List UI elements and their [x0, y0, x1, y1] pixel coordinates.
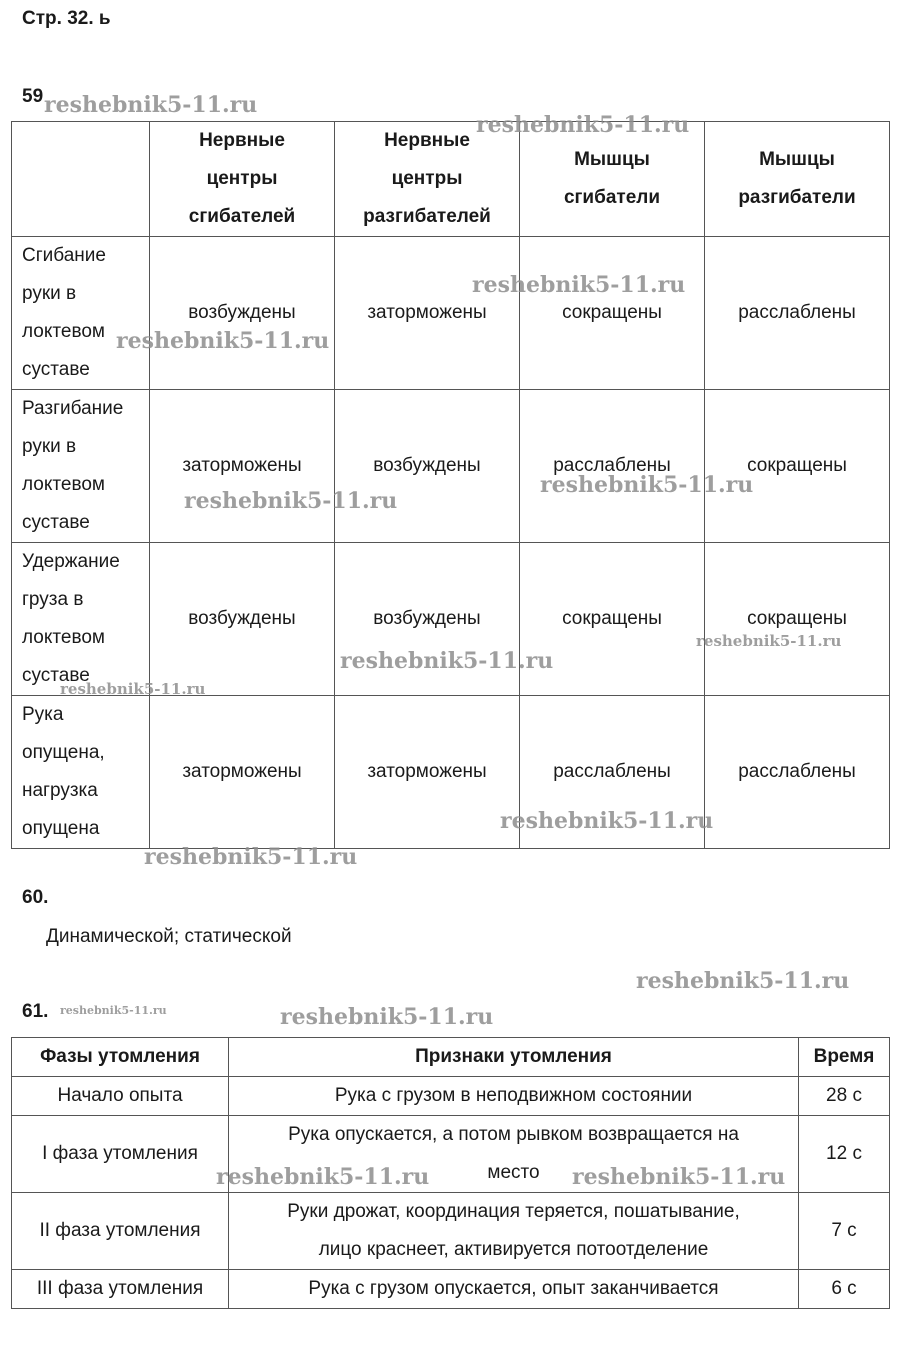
table-row	[12, 390, 890, 543]
table-cell: возбуждены	[335, 390, 520, 543]
table-cell: заторможены	[150, 696, 335, 849]
watermark: reshebnik5-11.ru	[60, 1004, 167, 1017]
watermark: reshebnik5-11.ru	[280, 1004, 494, 1030]
phase-cell: III фаза утомления	[12, 1270, 229, 1309]
task-61-number: 61.	[22, 1001, 49, 1022]
header-nerve-flexors: Нервные центры сгибателей	[150, 122, 335, 237]
phase-cell: II фаза утомления	[12, 1193, 229, 1270]
watermark: reshebnik5-11.ru	[216, 1164, 430, 1190]
watermark: reshebnik5-11.ru	[500, 808, 714, 834]
phase-cell: I фаза утомления	[12, 1116, 229, 1193]
watermark: reshebnik5-11.ru	[184, 488, 398, 514]
table-59	[11, 121, 890, 849]
signs-cell: Рука с грузом в неподвижном состоянии	[229, 1077, 799, 1116]
table-cell: сокращены	[520, 237, 705, 390]
table-cell: расслаблены	[705, 237, 890, 390]
header-muscle-extensors: Мышцы разгибатели	[705, 122, 890, 237]
row-label: Удержание груза в локтевом суставе	[12, 543, 150, 696]
time-cell: 7 с	[799, 1193, 890, 1270]
watermark: reshebnik5-11.ru	[44, 92, 258, 118]
table-row	[12, 1270, 890, 1309]
header-phase: Фазы утомления	[12, 1038, 229, 1077]
watermark: reshebnik5-11.ru	[340, 648, 554, 674]
time-cell: 12 с	[799, 1116, 890, 1193]
table-row	[12, 237, 890, 390]
task-60-answer: Динамической; статической	[46, 926, 292, 947]
header-nerve-extensors: Нервные центры разгибателей	[335, 122, 520, 237]
signs-cell: Руки дрожат, координация теряется, пошатывание, лицо краснеет, активируется потоотделение	[229, 1193, 799, 1270]
header-empty-cell	[12, 122, 150, 237]
watermark: reshebnik5-11.ru	[476, 112, 690, 138]
signs-cell: Рука опускается, а потом рывком возвращается на место	[229, 1116, 799, 1193]
time-cell: 28 с	[799, 1077, 890, 1116]
phase-cell: Начало опыта	[12, 1077, 229, 1116]
header-muscle-flexors: Мышцы сгибатели	[520, 122, 705, 237]
header-signs: Признаки утомления	[229, 1038, 799, 1077]
time-cell: 6 с	[799, 1270, 890, 1309]
watermark: reshebnik5-11.ru	[116, 328, 330, 354]
watermark: reshebnik5-11.ru	[572, 1164, 786, 1190]
table-cell: заторможены	[335, 696, 520, 849]
table-cell: расслаблены	[705, 696, 890, 849]
task-60-number: 60.	[22, 887, 49, 908]
table-cell: возбуждены	[150, 237, 335, 390]
table-59-header-row	[12, 122, 890, 237]
row-label: Рука опущена, нагрузка опущена	[12, 696, 150, 849]
table-cell: сокращены	[705, 390, 890, 543]
table-cell: заторможены	[335, 237, 520, 390]
table-cell: возбуждены	[150, 543, 335, 696]
watermark: reshebnik5-11.ru	[144, 844, 358, 870]
table-row	[12, 696, 890, 849]
task-59-number: 59	[22, 86, 44, 107]
signs-cell: Рука с грузом опускается, опыт заканчивается	[229, 1270, 799, 1309]
table-cell: сокращены	[520, 543, 705, 696]
table-cell: расслаблены	[520, 696, 705, 849]
row-label: Сгибание руки в локтевом суставе	[12, 237, 150, 390]
table-cell: возбуждены	[335, 543, 520, 696]
table-cell: расслаблены	[520, 390, 705, 543]
table-61-header-row	[12, 1038, 890, 1077]
watermark: reshebnik5-11.ru	[60, 680, 206, 698]
table-row	[12, 1193, 890, 1270]
table-cell: сокращены	[705, 543, 890, 696]
watermark: reshebnik5-11.ru	[472, 272, 686, 298]
watermark: reshebnik5-11.ru	[636, 968, 850, 994]
table-cell: заторможены	[150, 390, 335, 543]
row-label: Разгибание руки в локтевом суставе	[12, 390, 150, 543]
header-time: Время	[799, 1038, 890, 1077]
watermark: reshebnik5-11.ru	[696, 632, 842, 650]
page-label: Стр. 32. ь	[22, 8, 111, 29]
watermark: reshebnik5-11.ru	[540, 472, 754, 498]
table-row	[12, 1077, 890, 1116]
